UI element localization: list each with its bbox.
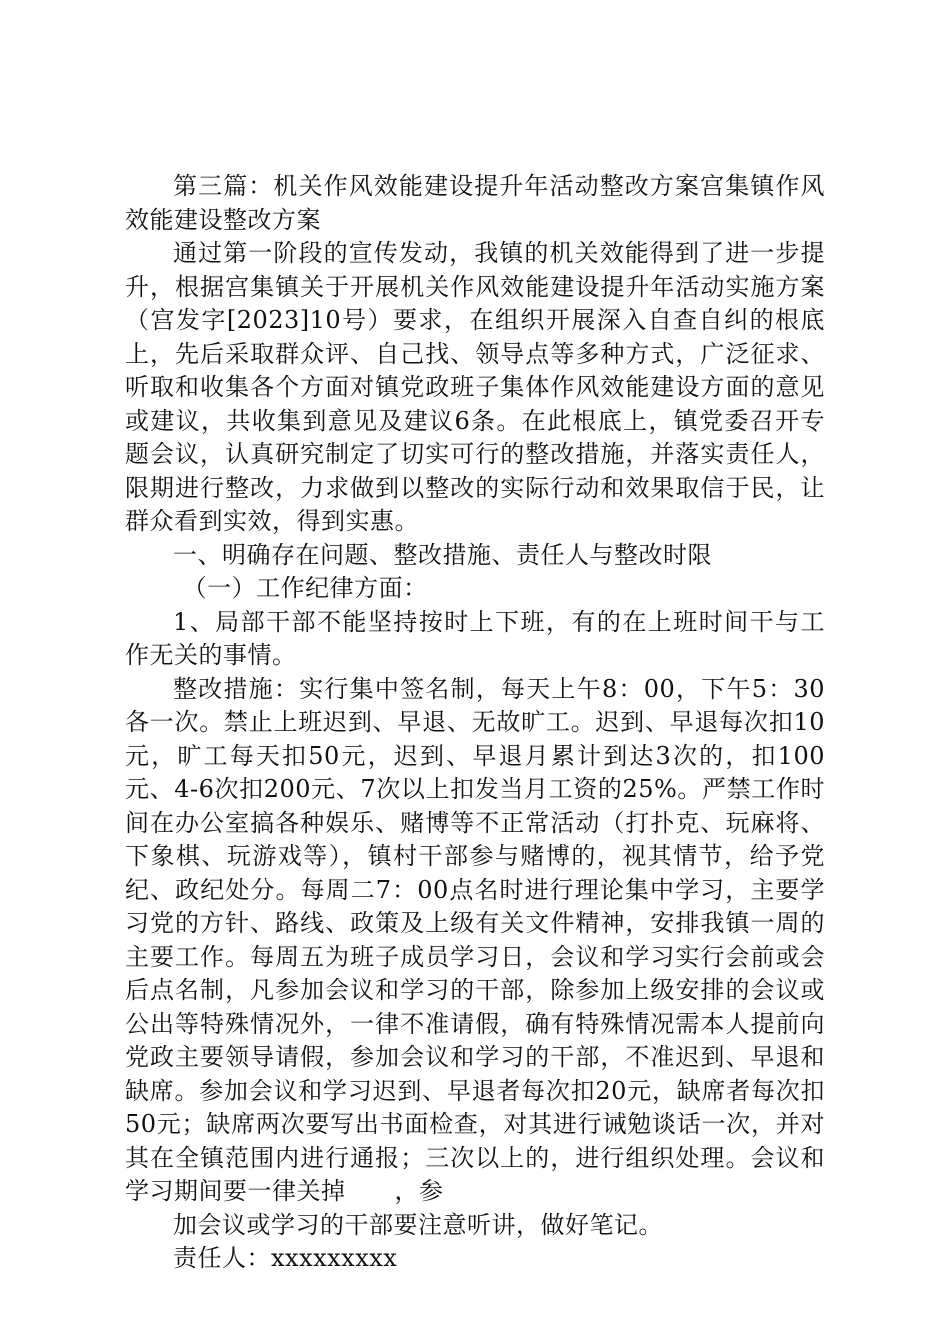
document-title: 第三篇：机关作风效能建设提升年活动整改方案宫集镇作风效能建设整改方案 <box>125 172 825 234</box>
section-heading: 一、明确存在问题、整改措施、责任人与整改时限 <box>173 540 712 569</box>
measures-tail: 加会议或学习的干部要注意听讲，做好笔记。 <box>173 1210 663 1239</box>
responsible-person: 责任人：xxxxxxxxx <box>173 1244 398 1272</box>
problem-item: 1、局部干部不能坚持按时上下班，有的在上班时间干与工作无关的事情。 <box>125 607 825 669</box>
document-body <box>125 170 825 1276</box>
intro-paragraph: 通过第一阶段的宣传发动，我镇的机关效能得到了进一步提升，根据宫集镇关于开展机关作风效能建设提升年活动实施方案（宫发字[2023]10号）要求，在组织开展深入自查自纠的根底上，先后采取群众评、自己找、领导点等多种方式，广泛征求、听取和收集各个方面对镇党政班子集体作风效能建设方面的意见或建议，共收集到意见及建议6条。在此根底上，镇党委召开专题会议，认真研究制定了切实可行的整改措施，并落实责任人，限期进行整改，力求做到以整改的实际行动和效果取信于民，让群众看到实效，得到实惠。 <box>125 239 825 535</box>
measures-paragraph: 整改措施：实行集中签名制，每天上午8：00，下午5：30各一次。禁止上班迟到、早退、无故旷工。迟到、早退每次扣10元，旷工每天扣50元，迟到、早退月累计到达3次的，扣100元、4-6次扣200元、7次以上扣发当月工资的25%。严禁工作时间在办公室搞各种娱乐、赌博等不正常活动（打扑克、玩麻将、下象棋、玩游戏等），镇村干部参与赌博的，视其情节，给予党纪、政纪处分。每周二7：00点名时进行理论集中学习，主要学习党的方针、路线、政策及上级有关文件精神，安排我镇一周的主要工作。每周五为班子成员学习日，会议和学习实行会前或会后点名制，凡参加会议和学习的干部，除参加上级安排的会议或公出等特殊情况外，一律不准请假，确有特殊情况需本人提前向党政主要领导请假，参加会议和学习的干部，不准迟到、早退和缺席。参加会议和学习迟到、早退者每次扣20元，缺席者每次扣50元；缺席两次要写出书面检查，对其进行诫勉谈话一次，并对其在全镇范围内进行通报；三次以上的，进行组织处理。会议和学习期间要一律关掉 ，参 <box>125 674 825 1205</box>
subsection-heading: （一）工作纪律方面： <box>182 574 428 602</box>
